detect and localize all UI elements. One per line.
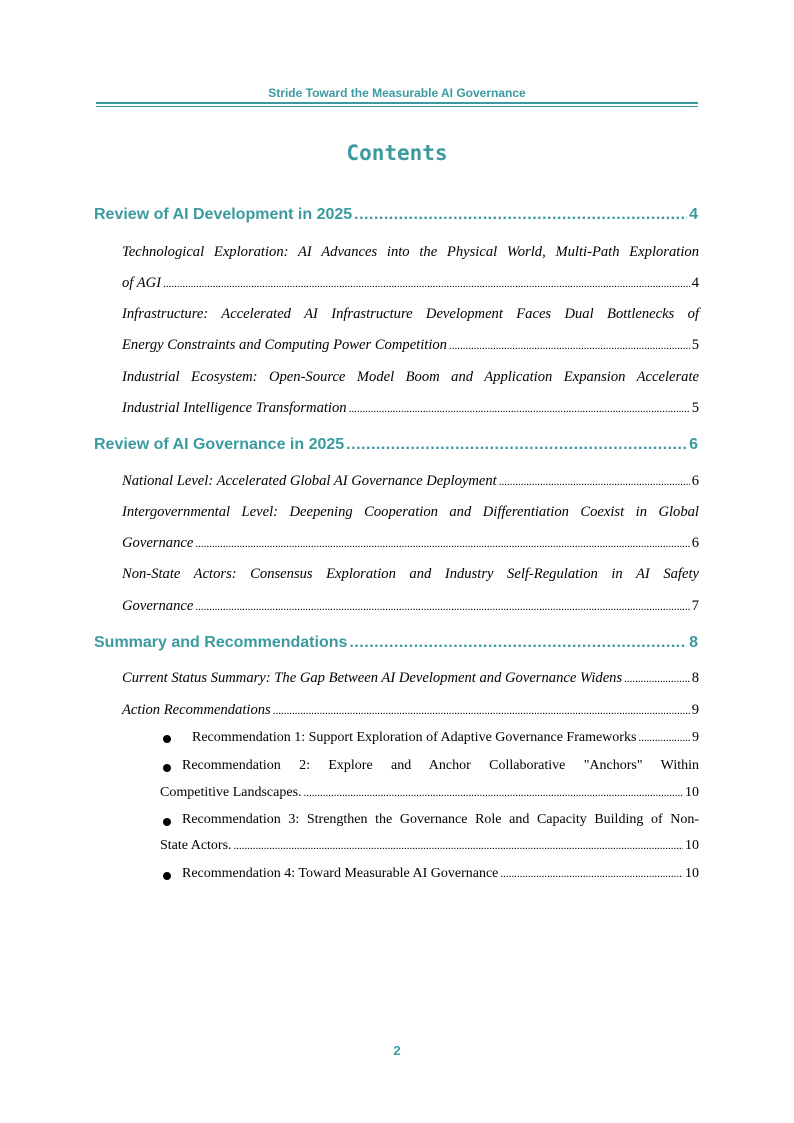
dot-leader (195, 601, 689, 613)
toc-entry-non-state-actors-line1[interactable]: Non-State Actors: Consensus Exploration and Industry Self-Regulation in AI Safety (122, 566, 699, 582)
toc-entry-title: Action Recommendations (122, 702, 271, 718)
toc-entry-page: 4 (691, 275, 699, 291)
toc-entry-title: Summary and Recommendations (94, 634, 348, 651)
toc-entry-title: Recommendation 4: Toward Measurable AI Governance (182, 866, 499, 881)
toc-entry-page: 10 (685, 866, 699, 881)
bullet-icon (163, 735, 171, 743)
toc-entry-page: 6 (691, 473, 699, 489)
toc-entry-title: Current Status Summary: The Gap Between AI Development and Governance Widens (122, 670, 623, 686)
toc-entry-technological-exploration[interactable] (122, 275, 699, 292)
toc-entry-industrial-ecosystem-line1[interactable]: Industrial Ecosystem: Open-Source Model Boom and Application Expansion Accelerate (122, 369, 699, 385)
dot-leader (349, 403, 690, 415)
dot-leader (234, 840, 683, 852)
toc-entry-title: National Level: Accelerated Global AI Governance Deployment (122, 473, 497, 489)
toc-entry-title: Governance (122, 535, 194, 551)
toc-entry-recommendation-2[interactable] (160, 785, 699, 801)
toc-entry-page: 5 (691, 337, 699, 353)
dot-leader (304, 787, 683, 799)
toc-entry-review-ai-development[interactable] (94, 206, 698, 224)
toc-entry-title: Review of AI Governance in 2025 (94, 436, 345, 453)
toc-entry-title: Industrial Intelligence Transformation (122, 400, 347, 416)
toc-entry-page: 5 (691, 400, 699, 416)
toc-entry-intergovernmental-line1[interactable]: Intergovernmental Level: Deepening Cooperation and Differentiation Coexist in Global (122, 504, 699, 520)
toc-entry-page: 9 (692, 730, 699, 745)
dot-leader (273, 705, 690, 717)
toc-entry-title: Governance (122, 598, 194, 614)
toc-entry-page: 8 (689, 634, 698, 651)
toc-entry-action-recommendations[interactable] (122, 702, 699, 719)
toc-entry-page: 6 (689, 436, 698, 453)
toc-entry-recommendation-2-line1[interactable]: Recommendation 2: Explore and Anchor Collaborative "Anchors" Within (182, 758, 699, 773)
toc-entry-title: of AGI (122, 275, 162, 291)
toc-entry-technological-exploration-line1[interactable]: Technological Exploration: AI Advances into the Physical World, Multi-Path Exploration (122, 244, 699, 260)
bullet-icon (163, 872, 171, 880)
toc-entry-title: Review of AI Development in 2025 (94, 206, 353, 223)
toc-entry-non-state-actors[interactable] (122, 598, 699, 615)
toc-entry-infrastructure[interactable] (122, 337, 699, 354)
dot-leader (346, 436, 687, 454)
toc-title: Contents (346, 141, 448, 165)
toc-entry-review-ai-governance[interactable] (94, 436, 698, 454)
toc-entry-page: 6 (691, 535, 699, 551)
toc-entry-infrastructure-line1[interactable]: Infrastructure: Accelerated AI Infrastructure Development Faces Dual Bottlenecks of (122, 306, 699, 322)
dot-leader (624, 673, 690, 685)
header-rule-thin (96, 106, 698, 107)
bullet-icon (163, 764, 171, 772)
running-header: Stride Toward the Measurable AI Governance (268, 86, 526, 100)
dot-leader (499, 476, 690, 488)
toc-entry-recommendation-4[interactable] (182, 866, 699, 882)
toc-entry-page: 7 (691, 598, 699, 614)
toc-entry-intergovernmental[interactable] (122, 535, 699, 552)
toc-entry-page: 9 (691, 702, 699, 718)
header-rule-thick (96, 102, 698, 104)
page-number: 2 (393, 1043, 401, 1058)
toc-entry-page: 10 (685, 785, 699, 800)
dot-leader (500, 868, 683, 880)
bullet-icon (163, 818, 171, 826)
dot-leader (354, 206, 687, 224)
toc-entry-title: State Actors. (160, 838, 232, 853)
dot-leader (195, 538, 689, 550)
toc-entry-national-level[interactable] (122, 473, 699, 490)
toc-entry-current-status-summary[interactable] (122, 670, 699, 687)
toc-entry-summary-recommendations[interactable] (94, 634, 698, 652)
dot-leader (449, 340, 690, 352)
toc-entry-recommendation-1[interactable] (192, 730, 699, 746)
toc-entry-industrial-ecosystem[interactable] (122, 400, 699, 417)
toc-entry-page: 4 (689, 206, 698, 223)
dot-leader (638, 732, 690, 744)
toc-entry-recommendation-3-line1[interactable]: Recommendation 3: Strengthen the Governance Role and Capacity Building of Non- (182, 812, 699, 827)
dot-leader (163, 278, 690, 290)
toc-entry-page: 8 (691, 670, 699, 686)
toc-entry-title: Competitive Landscapes. (160, 785, 302, 800)
dot-leader (349, 634, 687, 652)
toc-entry-title: Energy Constraints and Computing Power Competition (122, 337, 447, 353)
toc-entry-page: 10 (685, 838, 699, 853)
toc-entry-title: Recommendation 1: Support Exploration of Adaptive Governance Frameworks (192, 730, 637, 745)
toc-entry-recommendation-3[interactable] (160, 838, 699, 854)
